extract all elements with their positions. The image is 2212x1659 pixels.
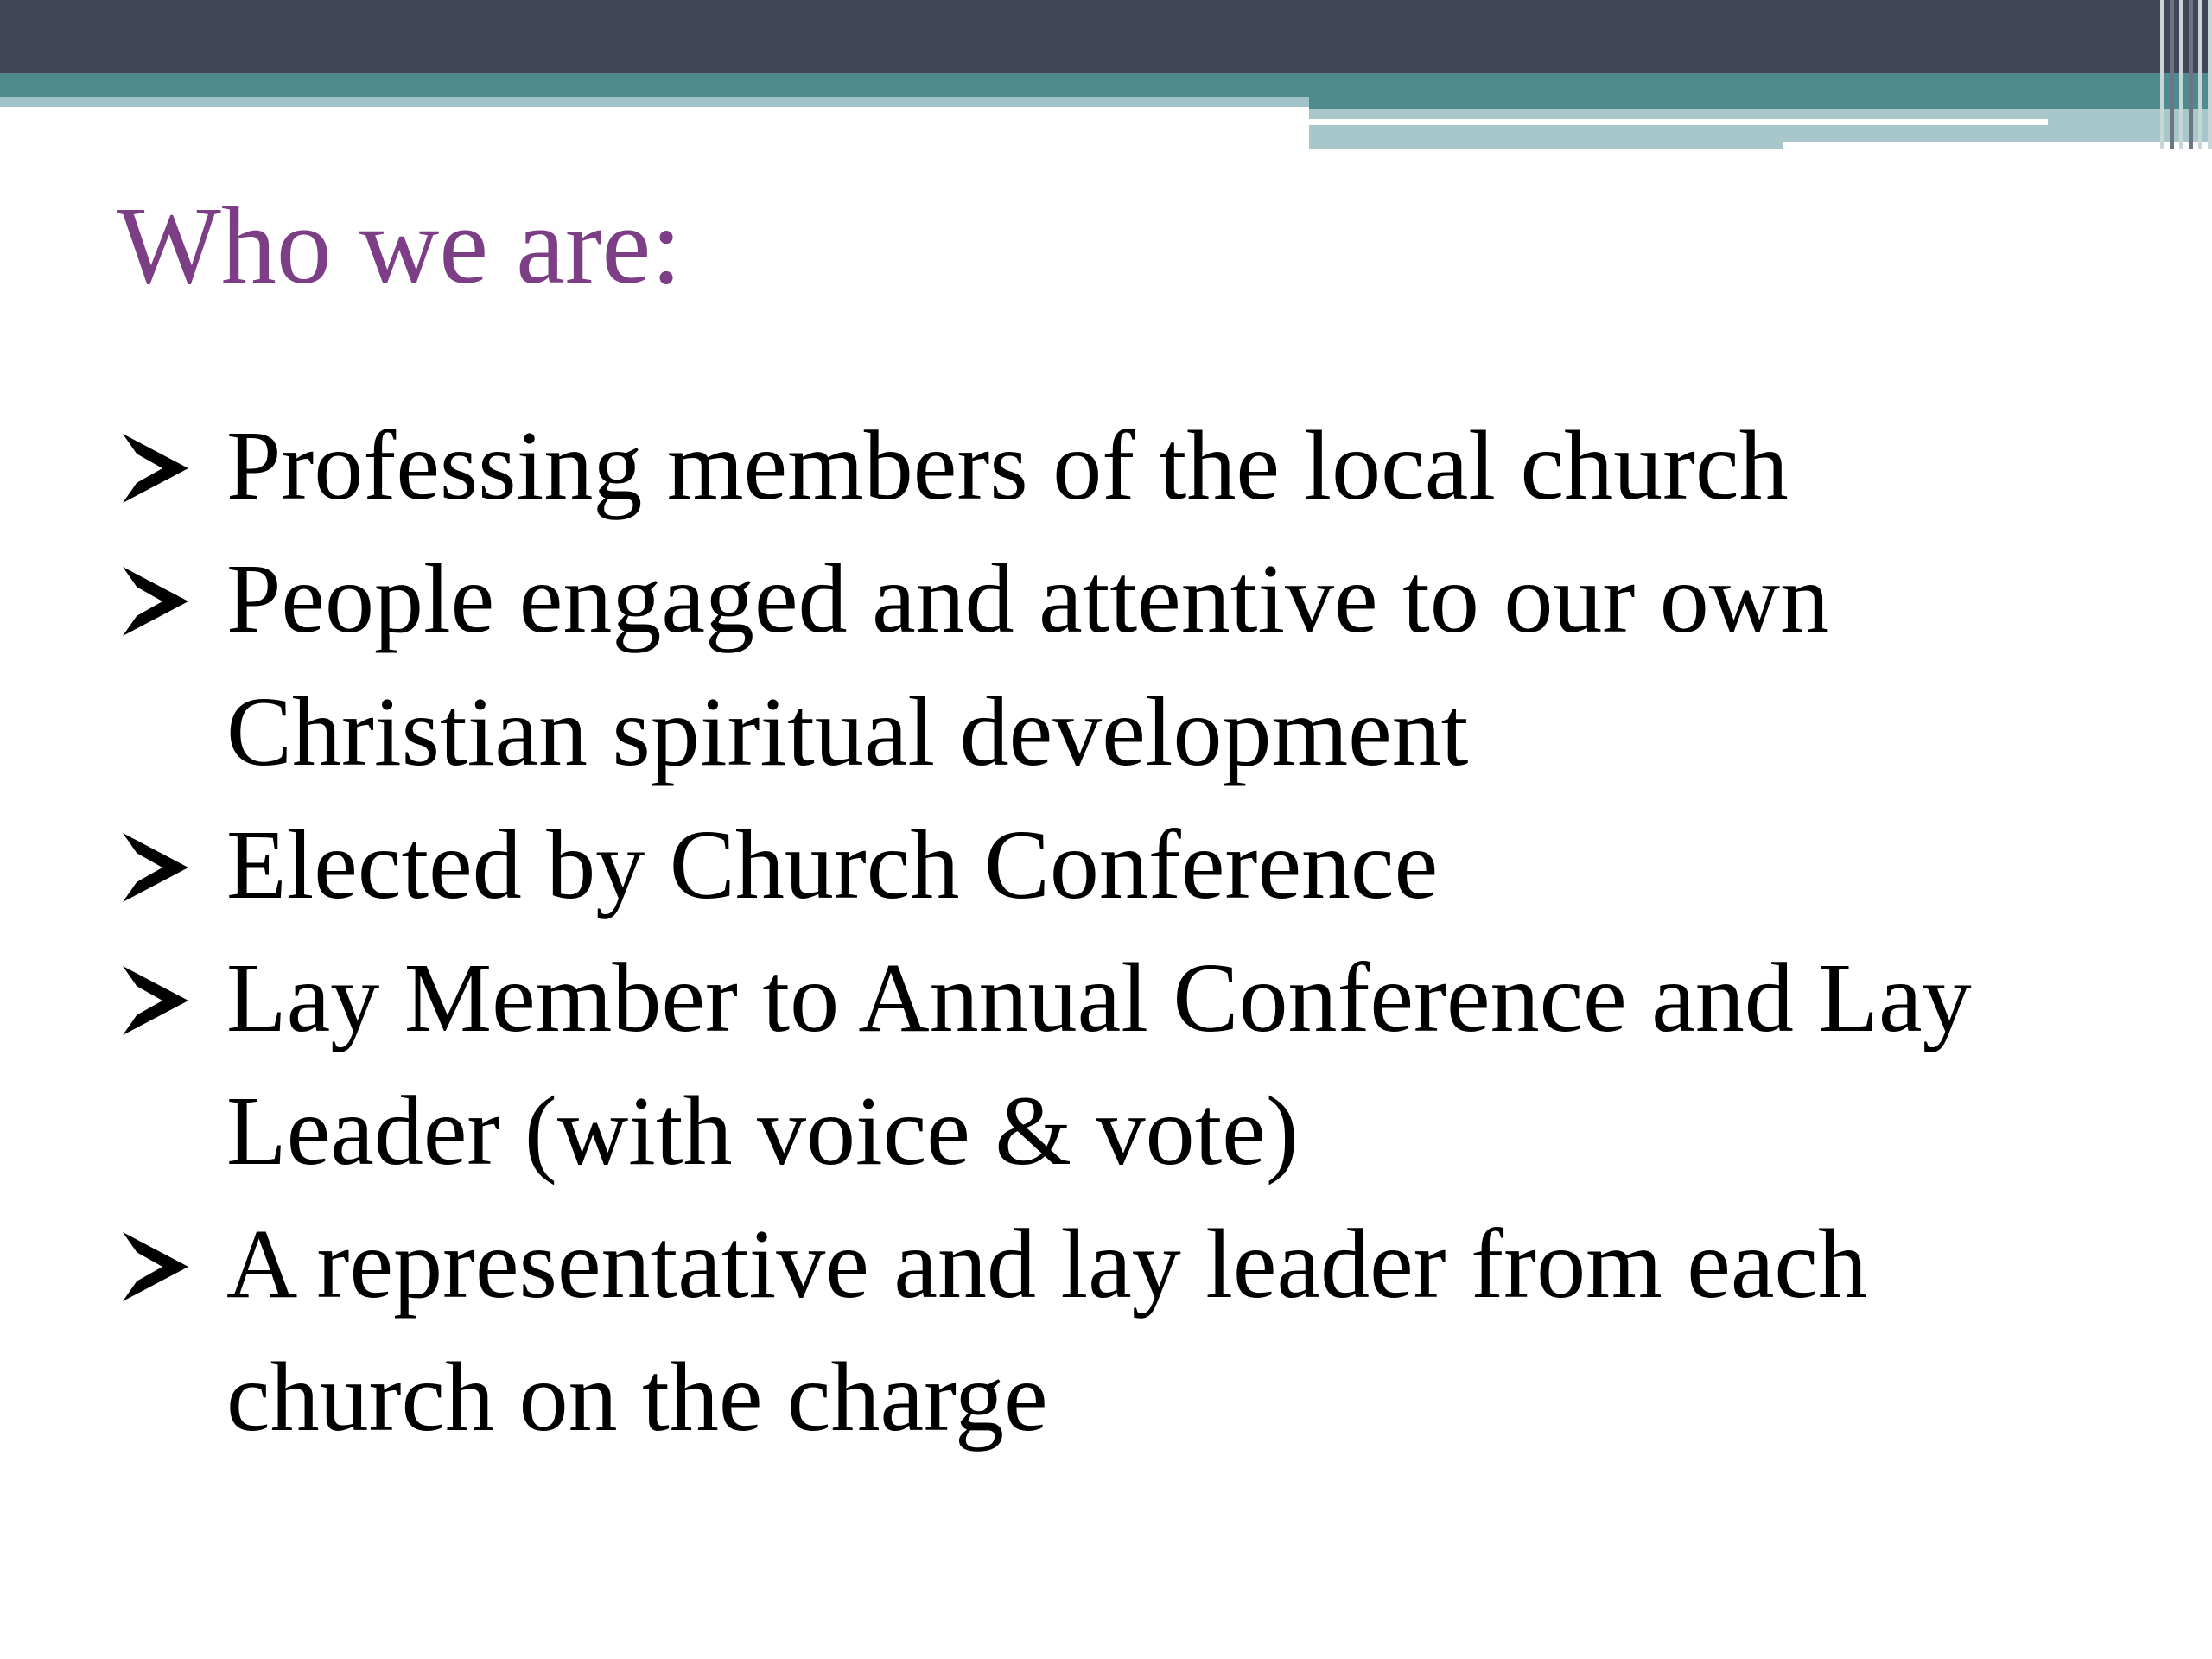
header-stripe [2179, 0, 2183, 149]
arrowhead-bullet-icon [121, 831, 190, 904]
header-stripe [2208, 0, 2212, 149]
header-stripe [2160, 0, 2164, 149]
header-band-teal-right [1309, 73, 2212, 109]
header-divider-line [1309, 119, 2048, 125]
bullet-text: People engaged and attentive to our own Christian spiritual development [226, 543, 1830, 786]
bullet-item [121, 532, 2143, 798]
header-band-dark [0, 0, 2212, 73]
header-stripes [2147, 0, 2212, 149]
arrowhead-bullet-icon [121, 432, 190, 505]
bullet-item [121, 1198, 2143, 1464]
bullet-list [121, 399, 2143, 1464]
header-band-teal-thin [0, 97, 1309, 107]
bullet-text: Professing members of the local church [226, 410, 1789, 520]
bullet-item [121, 931, 2143, 1198]
bullet-item [121, 399, 2143, 532]
header-stripe [2170, 0, 2174, 149]
bullet-text: A representative and lay leader from each church on the charge [226, 1209, 1868, 1452]
header-band-teal [0, 73, 1309, 97]
arrowhead-bullet-icon [121, 964, 190, 1037]
bullet-item [121, 798, 2143, 931]
arrowhead-bullet-icon [121, 565, 190, 638]
bullet-text: Lay Member to Annual Conference and Lay Leader (with voice & vote) [226, 943, 1972, 1185]
arrowhead-bullet-icon [121, 1230, 190, 1303]
bullet-text: Elected by Church Conference [226, 810, 1439, 919]
header-stripe [2189, 0, 2193, 149]
slide-title: Who we are: [117, 184, 682, 307]
header-stripe [2198, 0, 2202, 149]
